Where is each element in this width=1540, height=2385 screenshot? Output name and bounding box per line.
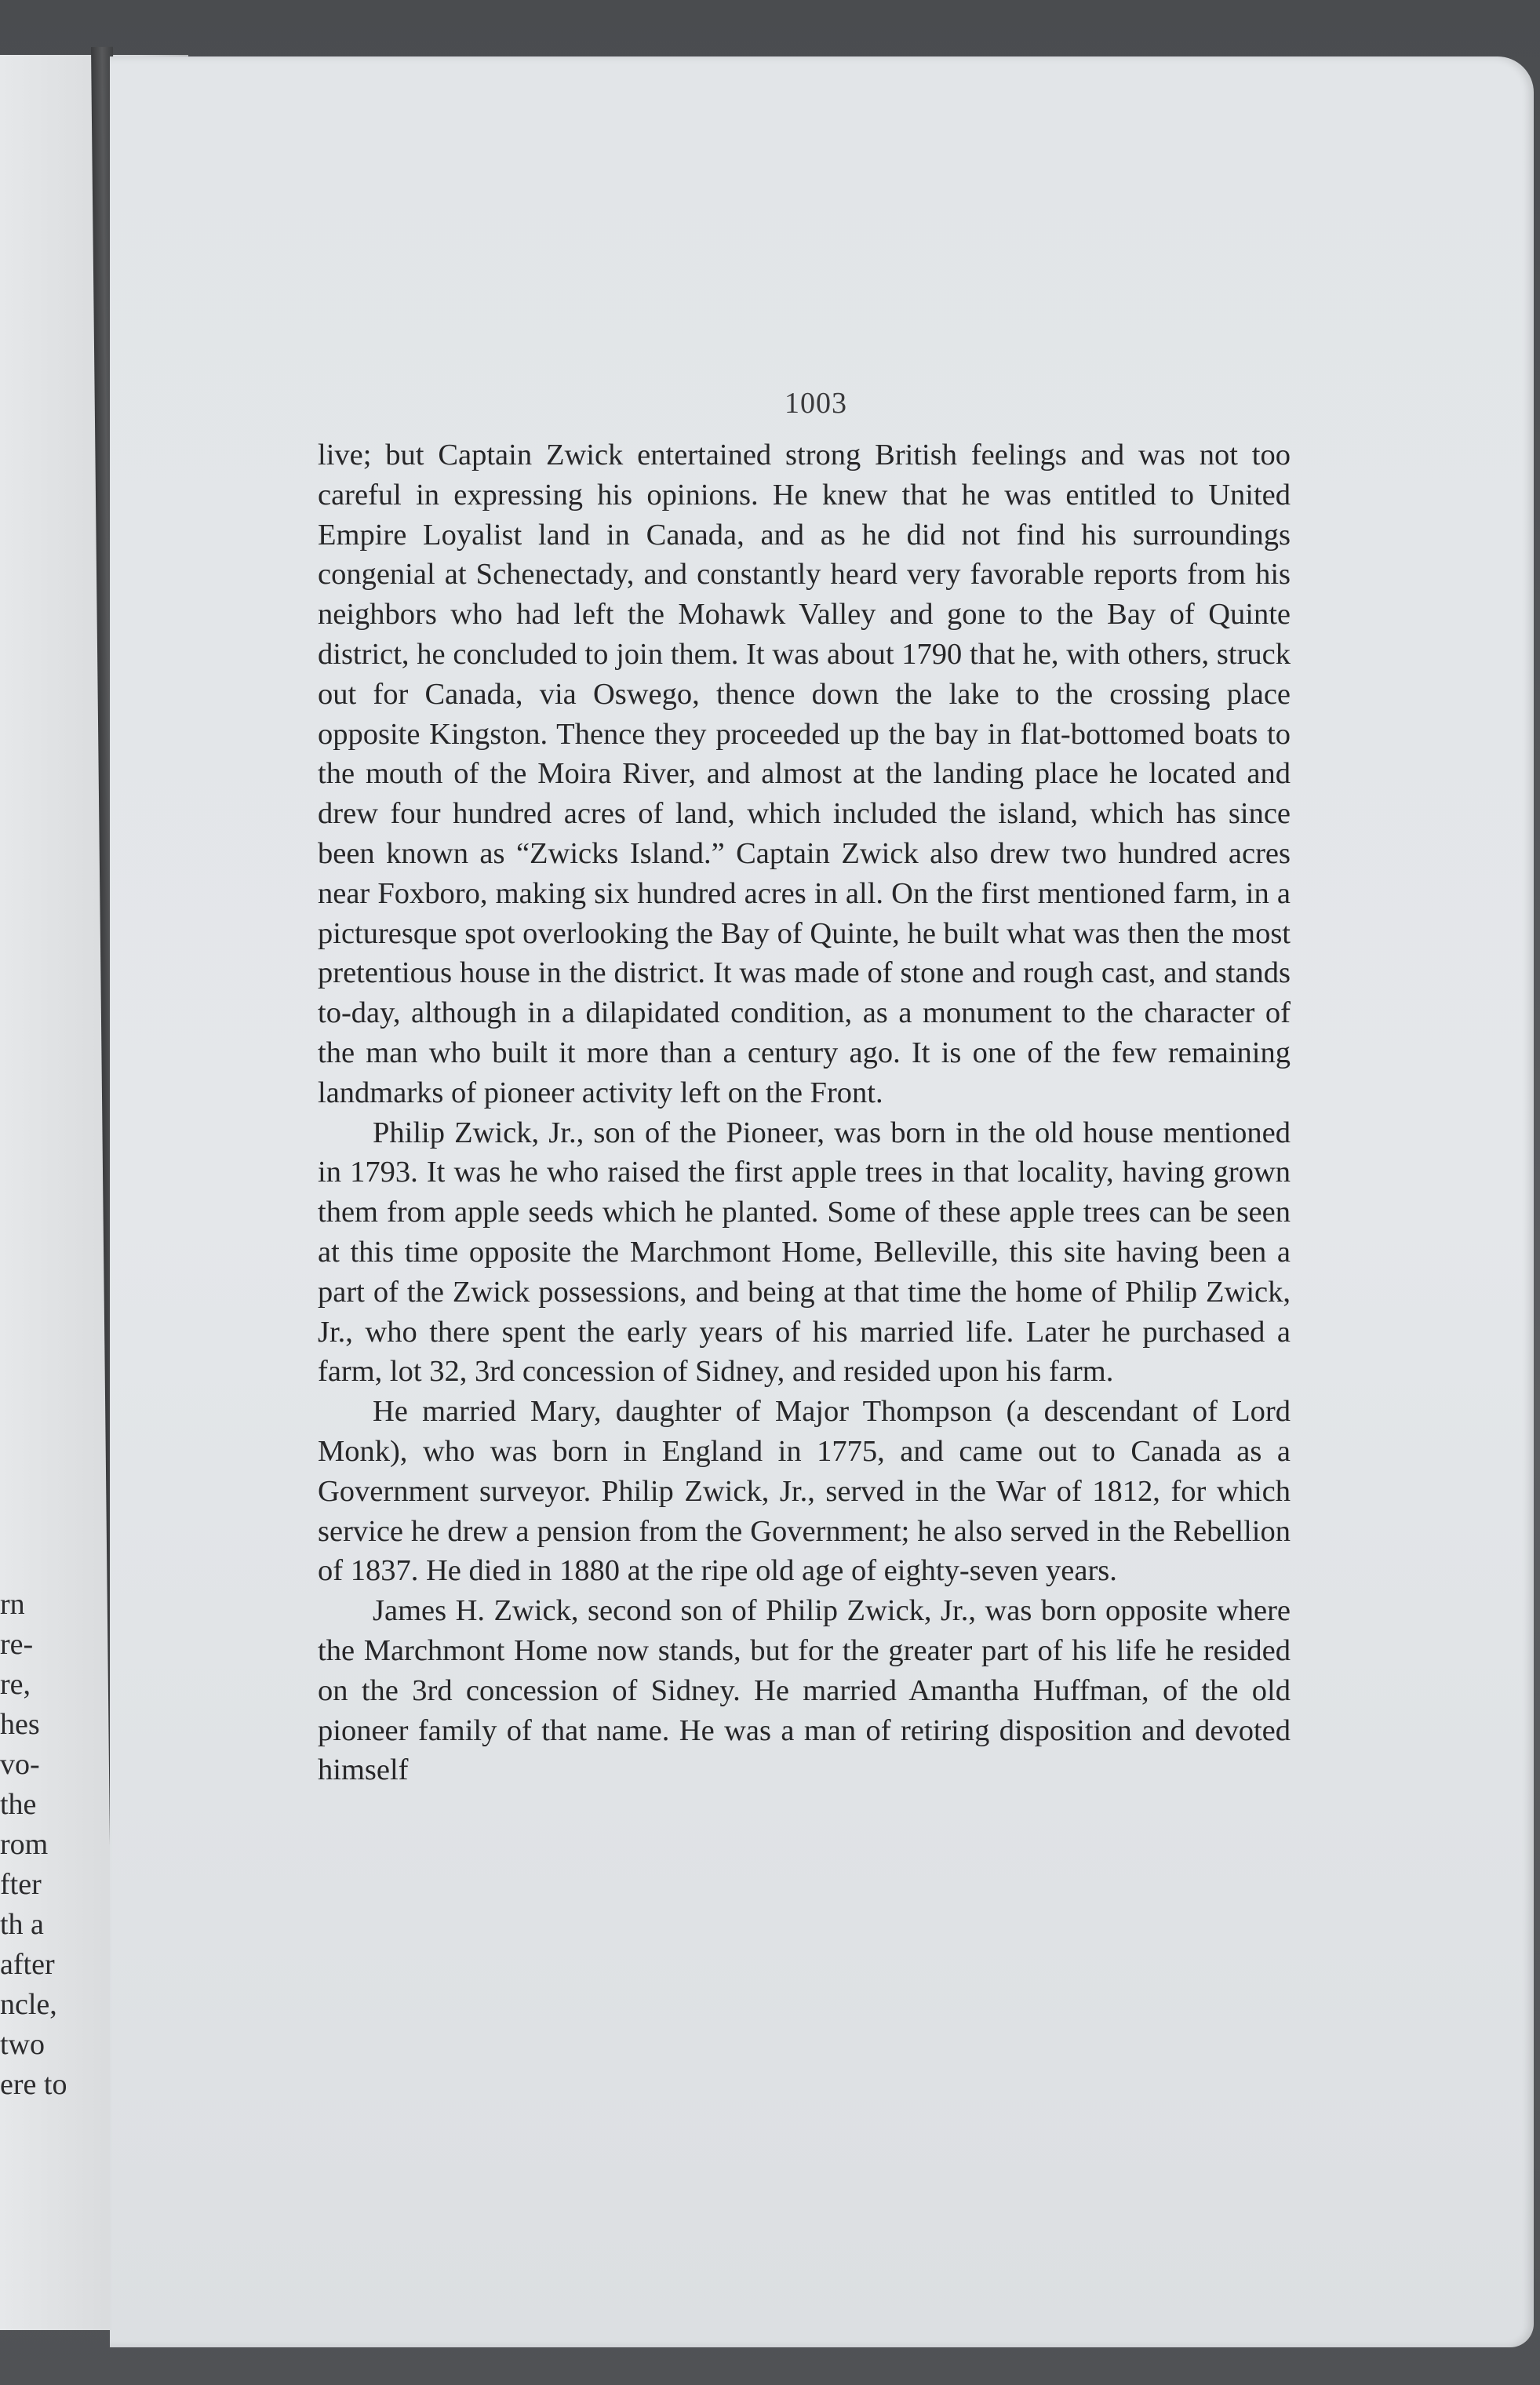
- left-fragment-line: hes: [0, 1708, 40, 1741]
- left-fragment-line: rom: [0, 1828, 49, 1861]
- left-fragment-line: re-: [0, 1628, 34, 1661]
- paragraph: live; but Captain Zwick entertained strong British feelings and was not too careful in expressing his opinions. He knew that he was entitled to United Empire Loyalist land in Canada, and as he did not find his surroundings congenial at Schenectady, and constantly heard very favorable reports from his neighbors who had left the Mohawk Valley and gone to the Bay of Quinte district, he concluded to join them. It was about 1790 that he, with others, struck out for Canada, via Oswego, thence down the lake to the crossing place opposite Kingston. Thence they proceeded up the bay in flat-bottomed boats to the mouth of the Moira River, and almost at the landing place he located and drew four hundred acres of land, which included the island, which has since been known as “Zwicks Island.” Captain Zwick also drew two hundred acres near Foxboro, making six hundred acres in all. On the first mentioned farm, in a picturesque spot overlooking the Bay of Quinte, he built what was then the most pretentious house in the district. It was made of stone and rough cast, and stands to-day, although in a dilapidated condition, as a monument to the character of the man who built it more than a century ago. It is one of the few remaining landmarks of pioneer activity left on the Front.: [318, 439, 1291, 1109]
- paragraph: Philip Zwick, Jr., son of the Pioneer, was born in the old house mentioned in 1793. It was he who raised the first apple trees in that locality, having grown them from apple seeds which he planted. Some of these apple trees can be seen at this time opposite the Marchmont Home, Belleville, this site having been a part of the Zwick possessions, and being at that time the home of Philip Zwick, Jr., who there spent the early years of his married life. Later he purchased a farm, lot 32, 3rd concession of Sidney, and resided upon his farm.: [318, 1116, 1291, 1389]
- left-page-text-fragments: [0, 1585, 86, 2105]
- left-fragment-line: ere to: [0, 2068, 67, 2101]
- left-fragment-line: after: [0, 1948, 55, 1981]
- paragraph: He married Mary, daughter of Major Thompson (a descendant of Lord Monk), who was born in England in 1775, and came out to Canada as a Government surveyor. Philip Zwick, Jr., served in the War of 1812, for which service he drew a pension from the Government; he also served in the Rebellion of 1837. He died in 1880 at the ripe old age of eighty-seven years.: [318, 1395, 1291, 1588]
- left-fragment-line: two: [0, 2028, 45, 2061]
- left-fragment-line: vo-: [0, 1748, 40, 1781]
- paragraph: James H. Zwick, second son of Philip Zwick, Jr., was born opposite where the Marchmont Home now stands, but for the greater part of his life he resided on the 3rd concession of Sidney. He married Amantha Huffman, of the old pioneer family of that name. He was a man of retiring disposition and devoted himself: [318, 1594, 1291, 1787]
- left-fragment-line: ncle,: [0, 1988, 57, 2021]
- page-body: [318, 435, 1291, 1790]
- left-fragment-line: the: [0, 1788, 37, 1821]
- left-fragment-line: re,: [0, 1668, 31, 1701]
- left-fragment-line: rn: [0, 1588, 25, 1621]
- left-fragment-line: th a: [0, 1908, 44, 1941]
- page-number: 1003: [785, 387, 847, 420]
- left-fragment-line: fter: [0, 1868, 42, 1901]
